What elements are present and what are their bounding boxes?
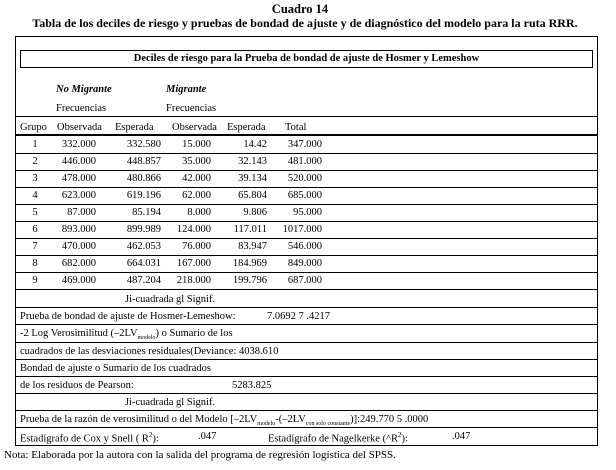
cell-value: 470.000 (61, 241, 96, 252)
pearson-value: 5283.825 (232, 380, 272, 391)
hosmer-values: 7.0692 7 .4217 (267, 311, 330, 322)
rule-freq (15, 116, 598, 117)
cell-grupo: 1 (32, 139, 38, 150)
cell-grupo: 4 (32, 190, 38, 201)
column-header-grupo: Grupo (20, 122, 47, 133)
row-rule (15, 289, 598, 290)
cell-value: 15.000 (182, 139, 211, 150)
cell-value: 664.031 (126, 258, 161, 269)
cell-value: 682.000 (61, 258, 96, 269)
cell-value: 9.806 (243, 207, 267, 218)
cell-value: 85.194 (132, 207, 161, 218)
cell-grupo: 3 (32, 173, 38, 184)
cell-value: 1017.000 (282, 224, 322, 235)
cell-value: 619.196 (126, 190, 161, 201)
cell-value: 332.000 (61, 139, 96, 150)
cox-snell: Estadígrafo de Cox y Snell ( $R^2$): (20, 431, 159, 445)
column-header-esperada-b: Esperada (227, 122, 266, 133)
row-rule (15, 204, 598, 205)
nagelkerke: Estadígrafo de Nagelkerke $(\^{}R^2)$: (268, 431, 408, 445)
cell-value: 687.000 (287, 275, 322, 286)
cell-value: 42.000 (182, 173, 211, 184)
freq-label-a: Frecuencias (56, 103, 107, 114)
pearson-label: de los residuos de Pearson: (20, 380, 134, 391)
cell-value: 167.000 (176, 258, 211, 269)
rule-header (15, 134, 598, 136)
cell-value: 480.866 (126, 173, 161, 184)
cell-grupo: 6 (32, 224, 38, 235)
column-header-total: Total (285, 122, 307, 133)
cell-value: 446.000 (61, 156, 96, 167)
rule-hosmer (15, 324, 598, 325)
hosmer-label: Prueba de bondad de ajuste de Hosmer-Lemeshow: (20, 311, 236, 322)
row-rule (15, 238, 598, 239)
table-note: Nota: Elaborada por la autora con la salida del programa de regresión logística del SPSS. (4, 449, 396, 461)
column-header-esperada-a: Esperada (115, 122, 154, 133)
cell-grupo: 2 (32, 156, 38, 167)
cell-value: 546.000 (287, 241, 322, 252)
cell-value: 14.42 (243, 139, 267, 150)
cell-value: 87.000 (67, 207, 96, 218)
cell-value: 199.796 (232, 275, 267, 286)
cell-value: 469.000 (61, 275, 96, 286)
chi-header-2: Ji-cuadrada gl Signif. (125, 397, 216, 408)
cell-value: 184.969 (232, 258, 267, 269)
rule-chi2 (15, 410, 598, 411)
cell-value: 520.000 (287, 173, 322, 184)
rule-razon (15, 427, 598, 428)
cell-value: 117.011 (233, 224, 267, 235)
cell-value: 478.000 (61, 173, 96, 184)
table-title: Tabla de los deciles de riesgo y pruebas de bondad de ajuste y de diagnóstico del modelo para la ruta RRR. (32, 16, 578, 30)
row-rule (15, 272, 598, 273)
razon-verosimilitud: Prueba de la razón de verosimilitud o del Modelo $[-2LV_{modelo}-(-2LV_{con solo constante})]:249.770$ 5 .0000 (20, 414, 429, 428)
log-verosimilitud: -2 Log Verosimilitud $(-2LV_{modelo})$ o Sumario de los (20, 328, 233, 342)
cell-value: 218.000 (176, 275, 211, 286)
nagelkerke-value: .047 (452, 431, 471, 442)
cell-value: 849.000 (287, 258, 322, 269)
group-no-migrante: No Migrante (56, 84, 112, 95)
cell-value: 76.000 (182, 241, 211, 252)
chi-header-1: Ji-cuadrada gl Signif. (125, 294, 216, 305)
rule-deviance (15, 359, 598, 360)
cell-value: 448.857 (126, 156, 161, 167)
table-caption: Deciles de riesgo para la Prueba de bondad de ajuste de Hosmer y Lemeshow (20, 50, 593, 68)
row-rule (15, 170, 598, 171)
cell-value: 62.000 (182, 190, 211, 201)
cell-grupo: 9 (32, 275, 38, 286)
cell-value: 124.000 (176, 224, 211, 235)
rule-chi1 (15, 307, 598, 308)
group-migrante: Migrante (166, 84, 207, 95)
cell-value: 35.000 (182, 156, 211, 167)
row-rule (15, 187, 598, 188)
cell-value: 481.000 (287, 156, 322, 167)
cell-value: 347.000 (287, 139, 322, 150)
cell-value: 685.000 (287, 190, 322, 201)
cell-value: 32.143 (238, 156, 267, 167)
cell-grupo: 7 (32, 241, 38, 252)
cell-value: 332.580 (126, 139, 161, 150)
cell-value: 39.134 (238, 173, 267, 184)
table-number: Cuadro 14 (271, 2, 329, 16)
cell-value: 65.804 (238, 190, 267, 201)
rule-bondad (15, 376, 598, 377)
cell-value: 95.000 (293, 207, 322, 218)
cell-value: 893.000 (61, 224, 96, 235)
cell-grupo: 8 (32, 258, 38, 269)
bondad-label: Bondad de ajuste o Sumario de los cuadrados (20, 363, 211, 374)
cell-value: 899.989 (126, 224, 161, 235)
rule-pearson (15, 393, 598, 394)
column-header-observada-a: Observada (57, 122, 102, 133)
cox-snell-value: .047 (198, 431, 217, 442)
deviance: cuadrados de las desviaciones residuales(Deviance: 4038.610 (20, 346, 279, 357)
cell-value: 8.000 (187, 207, 211, 218)
cell-value: 462.053 (126, 241, 161, 252)
row-rule (15, 255, 598, 256)
row-rule (15, 153, 598, 154)
cell-value: 623.000 (61, 190, 96, 201)
freq-label-b: Frecuencias (166, 103, 217, 114)
cell-value: 487.204 (126, 275, 161, 286)
column-header-observada-b: Observada (172, 122, 217, 133)
row-rule (15, 221, 598, 222)
rule-logver (15, 342, 598, 343)
cell-value: 83.947 (238, 241, 267, 252)
cell-grupo: 5 (32, 207, 38, 218)
